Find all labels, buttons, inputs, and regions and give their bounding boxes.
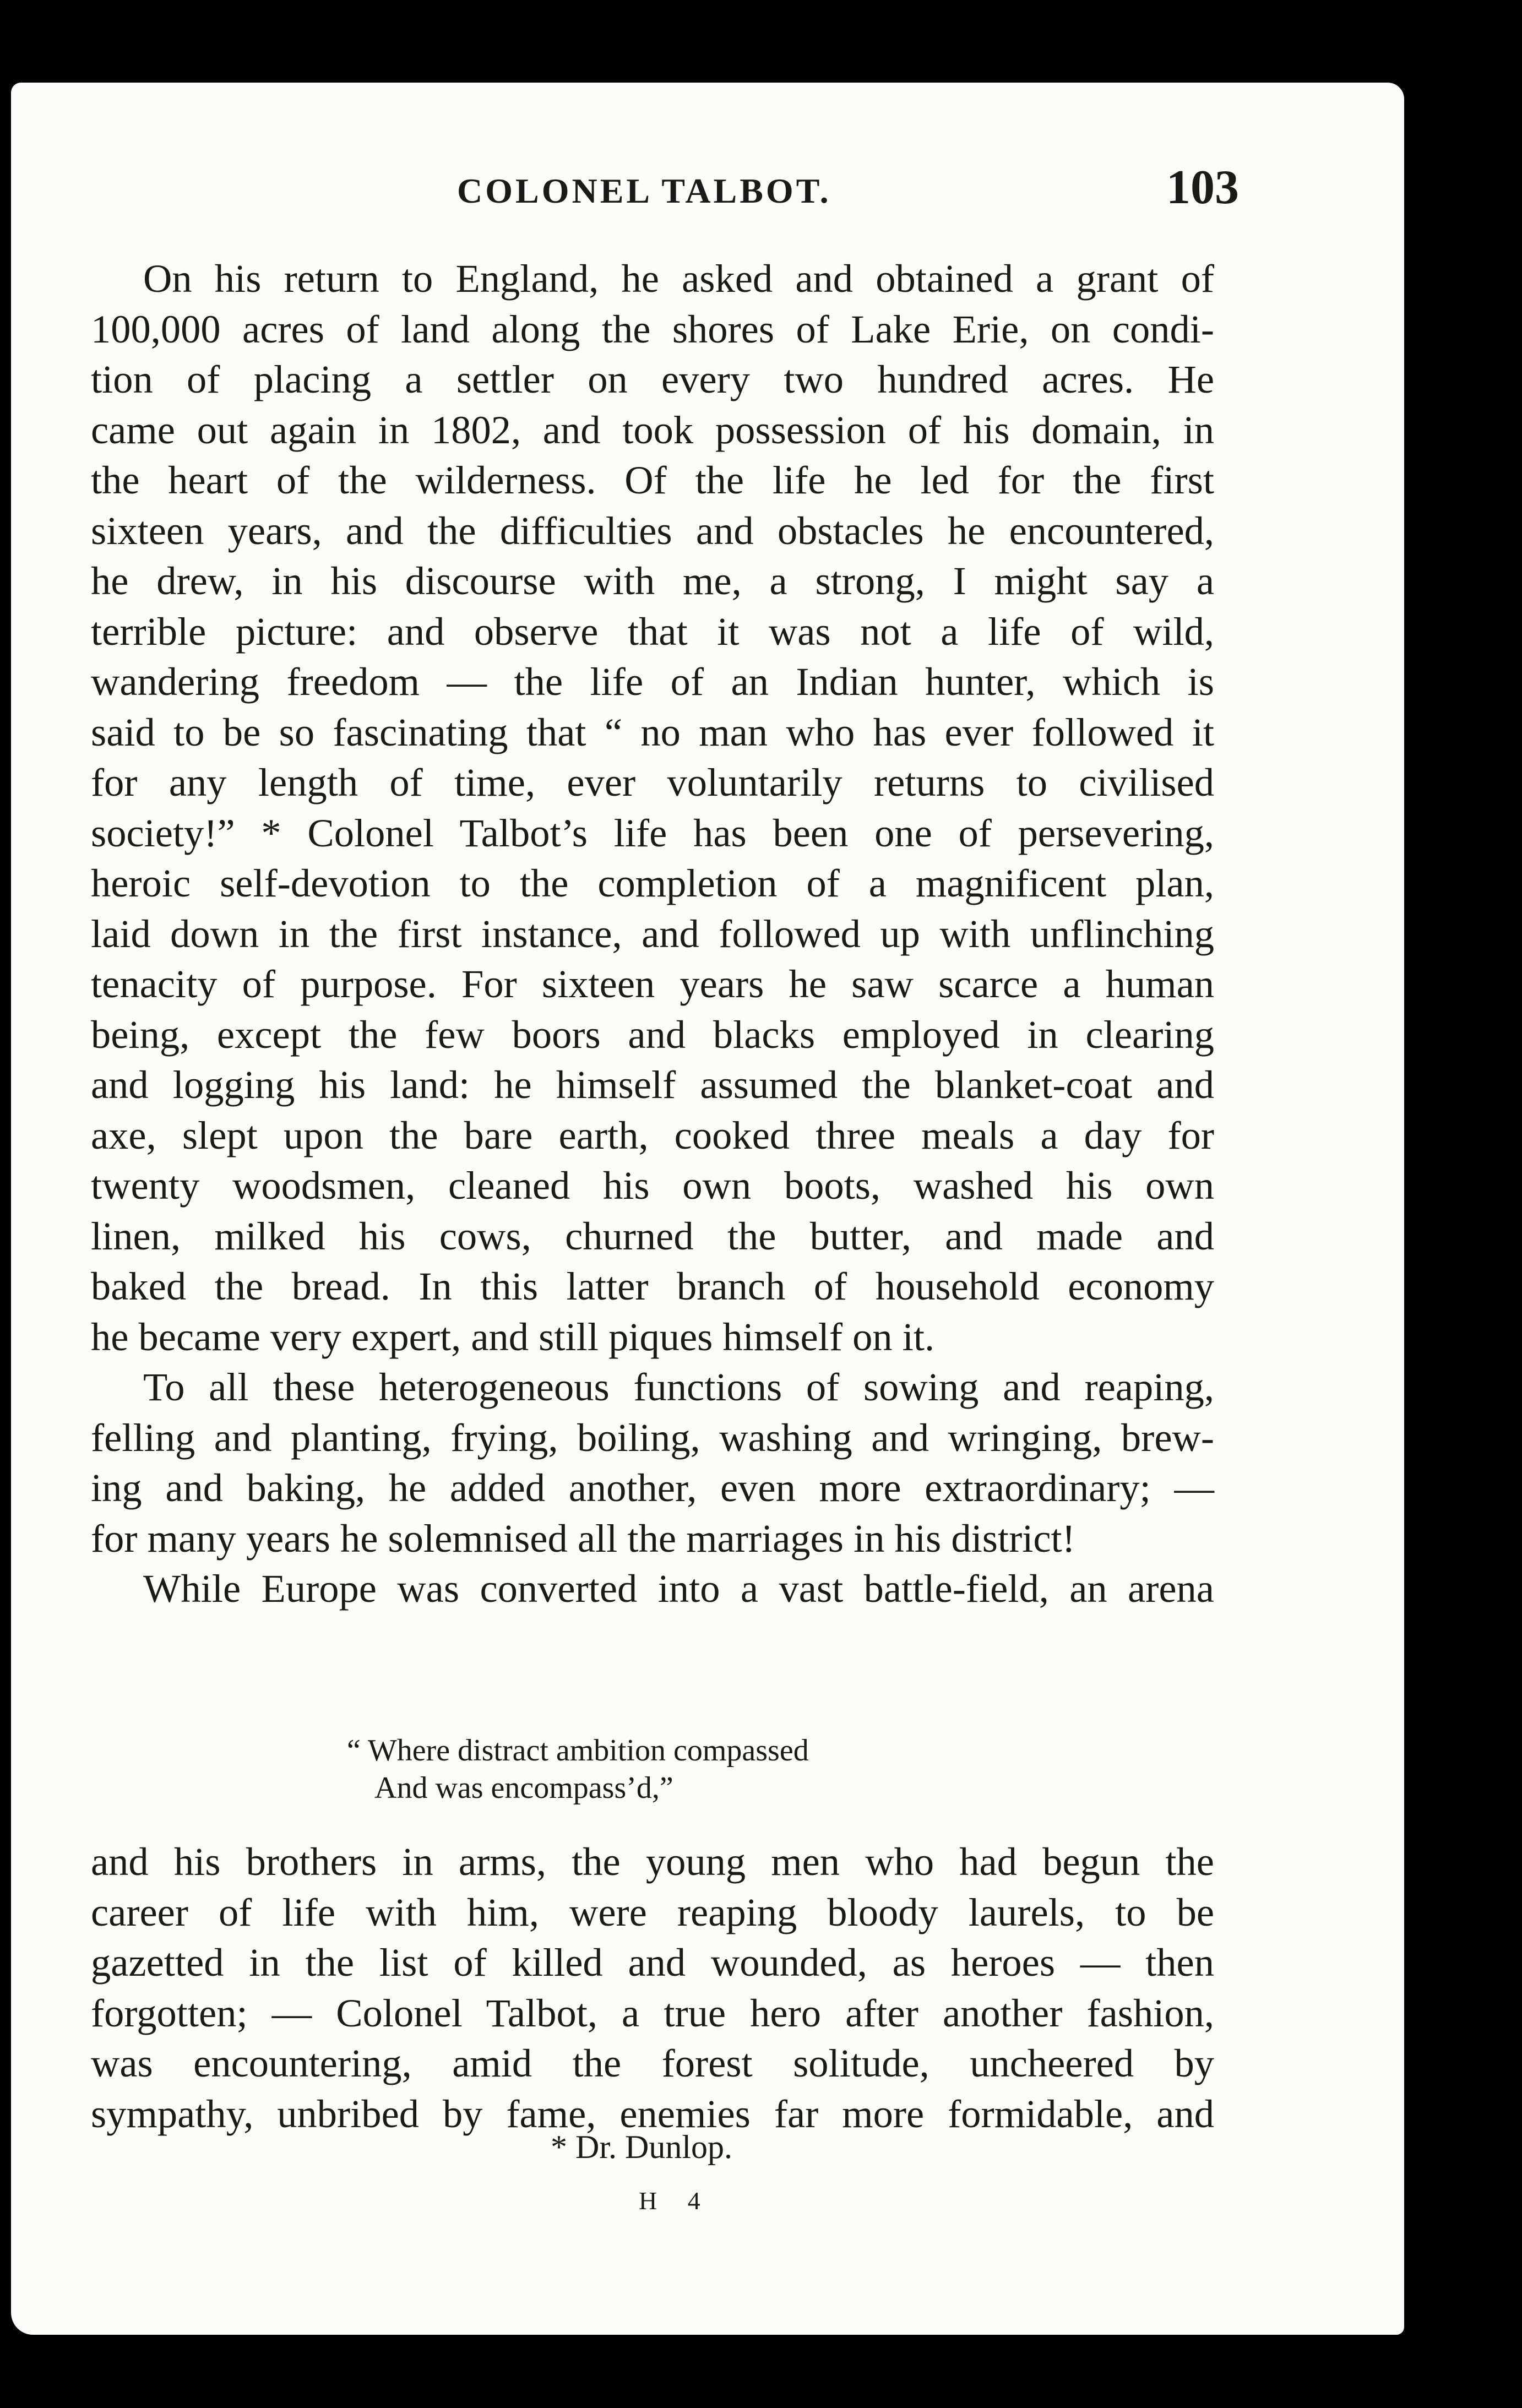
running-title: COLONEL TALBOT.: [457, 171, 831, 210]
text-line: society!” * Colonel Talbot’s life has been one of persevering,: [91, 810, 1214, 855]
paragraph-3-continued: [91, 1836, 1214, 2139]
text-line: tion of placing a settler on every two hundred acres. He: [91, 357, 1214, 401]
footnote: * Dr. Dunlop.: [551, 2129, 732, 2165]
text-line: On his return to England, he asked and obtained a grant of: [143, 256, 1214, 301]
text-line: career of life with him, were reaping bloody laurels, to be: [91, 1889, 1214, 1934]
text-line: terrible picture: and observe that it was not a life of wild,: [91, 608, 1214, 654]
text-line: felling and planting, frying, boiling, washing and wringing, brew-: [91, 1415, 1214, 1460]
text-line: came out again in 1802, and took possession of his domain, in: [91, 407, 1214, 452]
printer-signature-mark: H 4: [639, 2187, 713, 2215]
text-line: and logging his land: he himself assumed the blanket-coat and: [91, 1062, 1214, 1107]
text-line: ing and baking, he added another, even more extraordinary; —: [91, 1465, 1214, 1510]
text-line: was encountering, amid the forest solitude, uncheered by: [91, 2041, 1214, 2085]
text-line: wandering freedom — the life of an Indian hunter, which is: [91, 659, 1214, 704]
quote-line: And was encompass’d,”: [374, 1771, 673, 1805]
paragraph-1: [91, 253, 1214, 1614]
quote-line: “ Where distract ambition compassed: [347, 1733, 809, 1768]
text-line: baked the bread. In this latter branch of household economy: [91, 1264, 1214, 1308]
text-line: sympathy, unbribed by fame, enemies far more formidable, and: [91, 2091, 1214, 2136]
text-line: tenacity of purpose. For sixteen years he saw scarce a human: [91, 961, 1214, 1006]
text-line: for many years he solemnised all the marriages in his district!: [91, 1515, 1075, 1561]
text-line: forgotten; — Colonel Talbot, a true hero after another fashion,: [91, 1990, 1214, 2035]
text-line: being, except the few boors and blacks employed in clearing: [91, 1012, 1214, 1057]
text-line: To all these heterogeneous functions of sowing and reaping,: [143, 1365, 1214, 1409]
text-line: twenty woodsmen, cleaned his own boots, washed his own: [91, 1163, 1214, 1208]
text-line: sixteen years, and the difficulties and obstacles he encountered,: [91, 508, 1214, 553]
text-line: said to be so fascinating that “ no man who has ever followed it: [91, 709, 1214, 754]
text-line: the heart of the wilderness. Of the life he led for the first: [91, 458, 1214, 502]
text-line: and his brothers in arms, the young men who had begun the: [91, 1839, 1214, 1884]
text-line: linen, milked his cows, churned the butter, and made and: [91, 1213, 1214, 1258]
text-line: axe, slept upon the bare earth, cooked three meals a day for: [91, 1112, 1214, 1157]
text-line: laid down in the first instance, and followed up with unflinching: [91, 911, 1214, 956]
page-number: 103: [1166, 161, 1239, 214]
running-head: [88, 160, 1239, 226]
book-page: [11, 83, 1404, 2335]
verse-quotation: [347, 1732, 809, 1807]
text-line: he drew, in his discourse with me, a strong, I might say a: [91, 558, 1214, 603]
text-line: he became very expert, and still piques himself on it.: [91, 1314, 935, 1359]
text-line: for any length of time, ever voluntarily returns to civilised: [91, 760, 1214, 805]
text-line: 100,000 acres of land along the shores of Lake Erie, on condi-: [91, 306, 1214, 351]
text-line: gazetted in the list of killed and wounded, as heroes — then: [91, 1940, 1214, 1985]
text-line: While Europe was converted into a vast battle-field, an arena: [143, 1566, 1214, 1611]
text-line: heroic self-devotion to the completion of a magnificent plan,: [91, 861, 1214, 905]
